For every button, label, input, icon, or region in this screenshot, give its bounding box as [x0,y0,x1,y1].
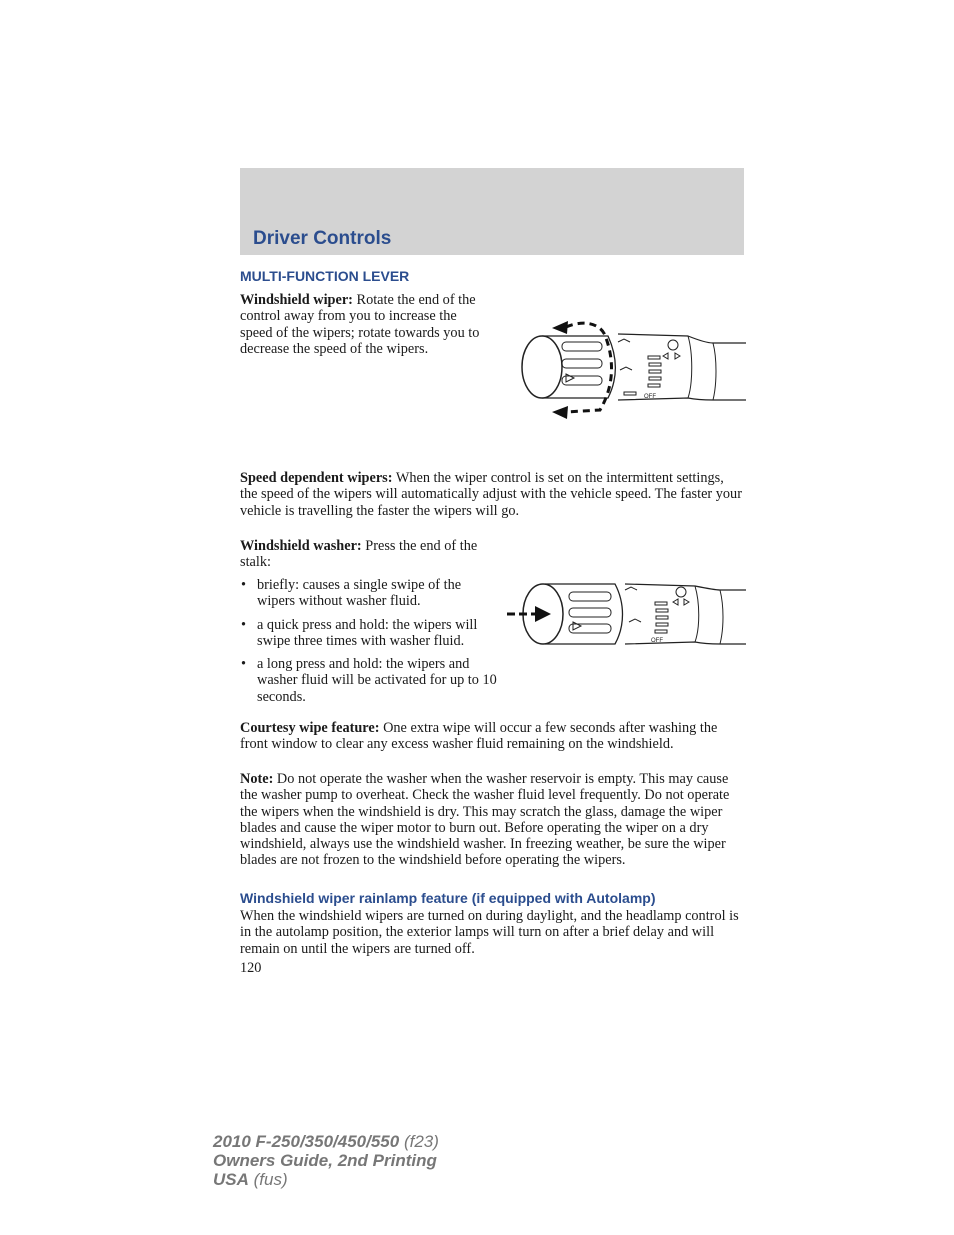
footer-line-1 [213,1132,439,1151]
rainlamp-paragraph: When the windshield wipers are turned on during daylight, and the headlamp control is in the autolamp position, the exterior lamps will turn on after a brief delay and will remain on until the wipers are turned off. [240,908,739,957]
washer-bullet-list [240,577,500,712]
footer-line-3 [213,1170,439,1189]
note-paragraph [240,771,746,869]
section-title: Driver Controls [253,228,392,249]
list-item: • briefly: causes a single swipe of the wipers without washer fluid. [240,577,500,610]
footer-region: USA [213,1170,249,1189]
note-label: Note: [240,771,274,787]
section-heading: MULTI-FUNCTION LEVER [240,268,410,284]
footer-region-code: (fus) [248,1170,288,1189]
footer [213,1132,439,1189]
washer-text: Press the end of the stalk: [240,538,478,571]
wiper-label: Windshield wiper: [240,292,353,308]
page-number: 120 [240,960,262,976]
rotate-toward-arrow [552,406,568,419]
speed-dependent-paragraph [240,470,744,519]
off-label: OFF [644,394,656,400]
note-text: Do not operate the washer when the washer reservoir is empty. This may cause the washer pump to overheat. Check the washer fluid level frequently. Do not operate the wipers when the windshield is dry. This may scratch the glass, damage the wiper blades and cause the wiper motor to burn out. Before operating the wiper on a dry windshield, always use the windshield washer. In freezing weather, be sure the wiper blades are not frozen to the windshield before operating the wipers. [240,771,730,869]
footer-line-2: Owners Guide, 2nd Printing [213,1151,437,1170]
footer-model-code: (f23) [399,1132,439,1151]
rainlamp-heading: Windshield wiper rainlamp feature (if equipped with Autolamp) [240,890,656,906]
speed-dependent-text: When the wiper control is set on the intermittent settings, the speed of the wipers will automatically adjust with the vehicle speed. The faster your vehicle is travelling the faster the wipers will go. [240,470,742,519]
footer-model: 2010 F-250/350/450/550 [213,1132,400,1151]
washer-paragraph [240,538,490,571]
list-item: • a quick press and hold: the wipers will swipe three times with washer fluid. [240,617,500,650]
wiper-rotation-figure [518,318,746,420]
courtesy-text: One extra wipe will occur a few seconds after washing the front window to clear any excess washer fluid remaining on the windshield. [240,720,718,753]
speed-dependent-label: Speed dependent wipers: [240,470,393,486]
courtesy-paragraph [240,720,744,753]
washer-label: Windshield washer: [240,538,362,554]
courtesy-label: Courtesy wipe feature: [240,720,380,736]
wiper-paragraph [240,292,490,357]
rotate-away-arrow [552,321,568,334]
washer-press-figure [505,578,746,652]
list-item: • a long press and hold: the wipers and washer fluid will be activated for up to 10 seconds. [240,656,500,705]
off-label: OFF [651,638,663,644]
wiper-text: Rotate the end of the control away from you to increase the speed of the wipers; rotate towards you to decrease the speed of the wipers. [240,292,480,357]
